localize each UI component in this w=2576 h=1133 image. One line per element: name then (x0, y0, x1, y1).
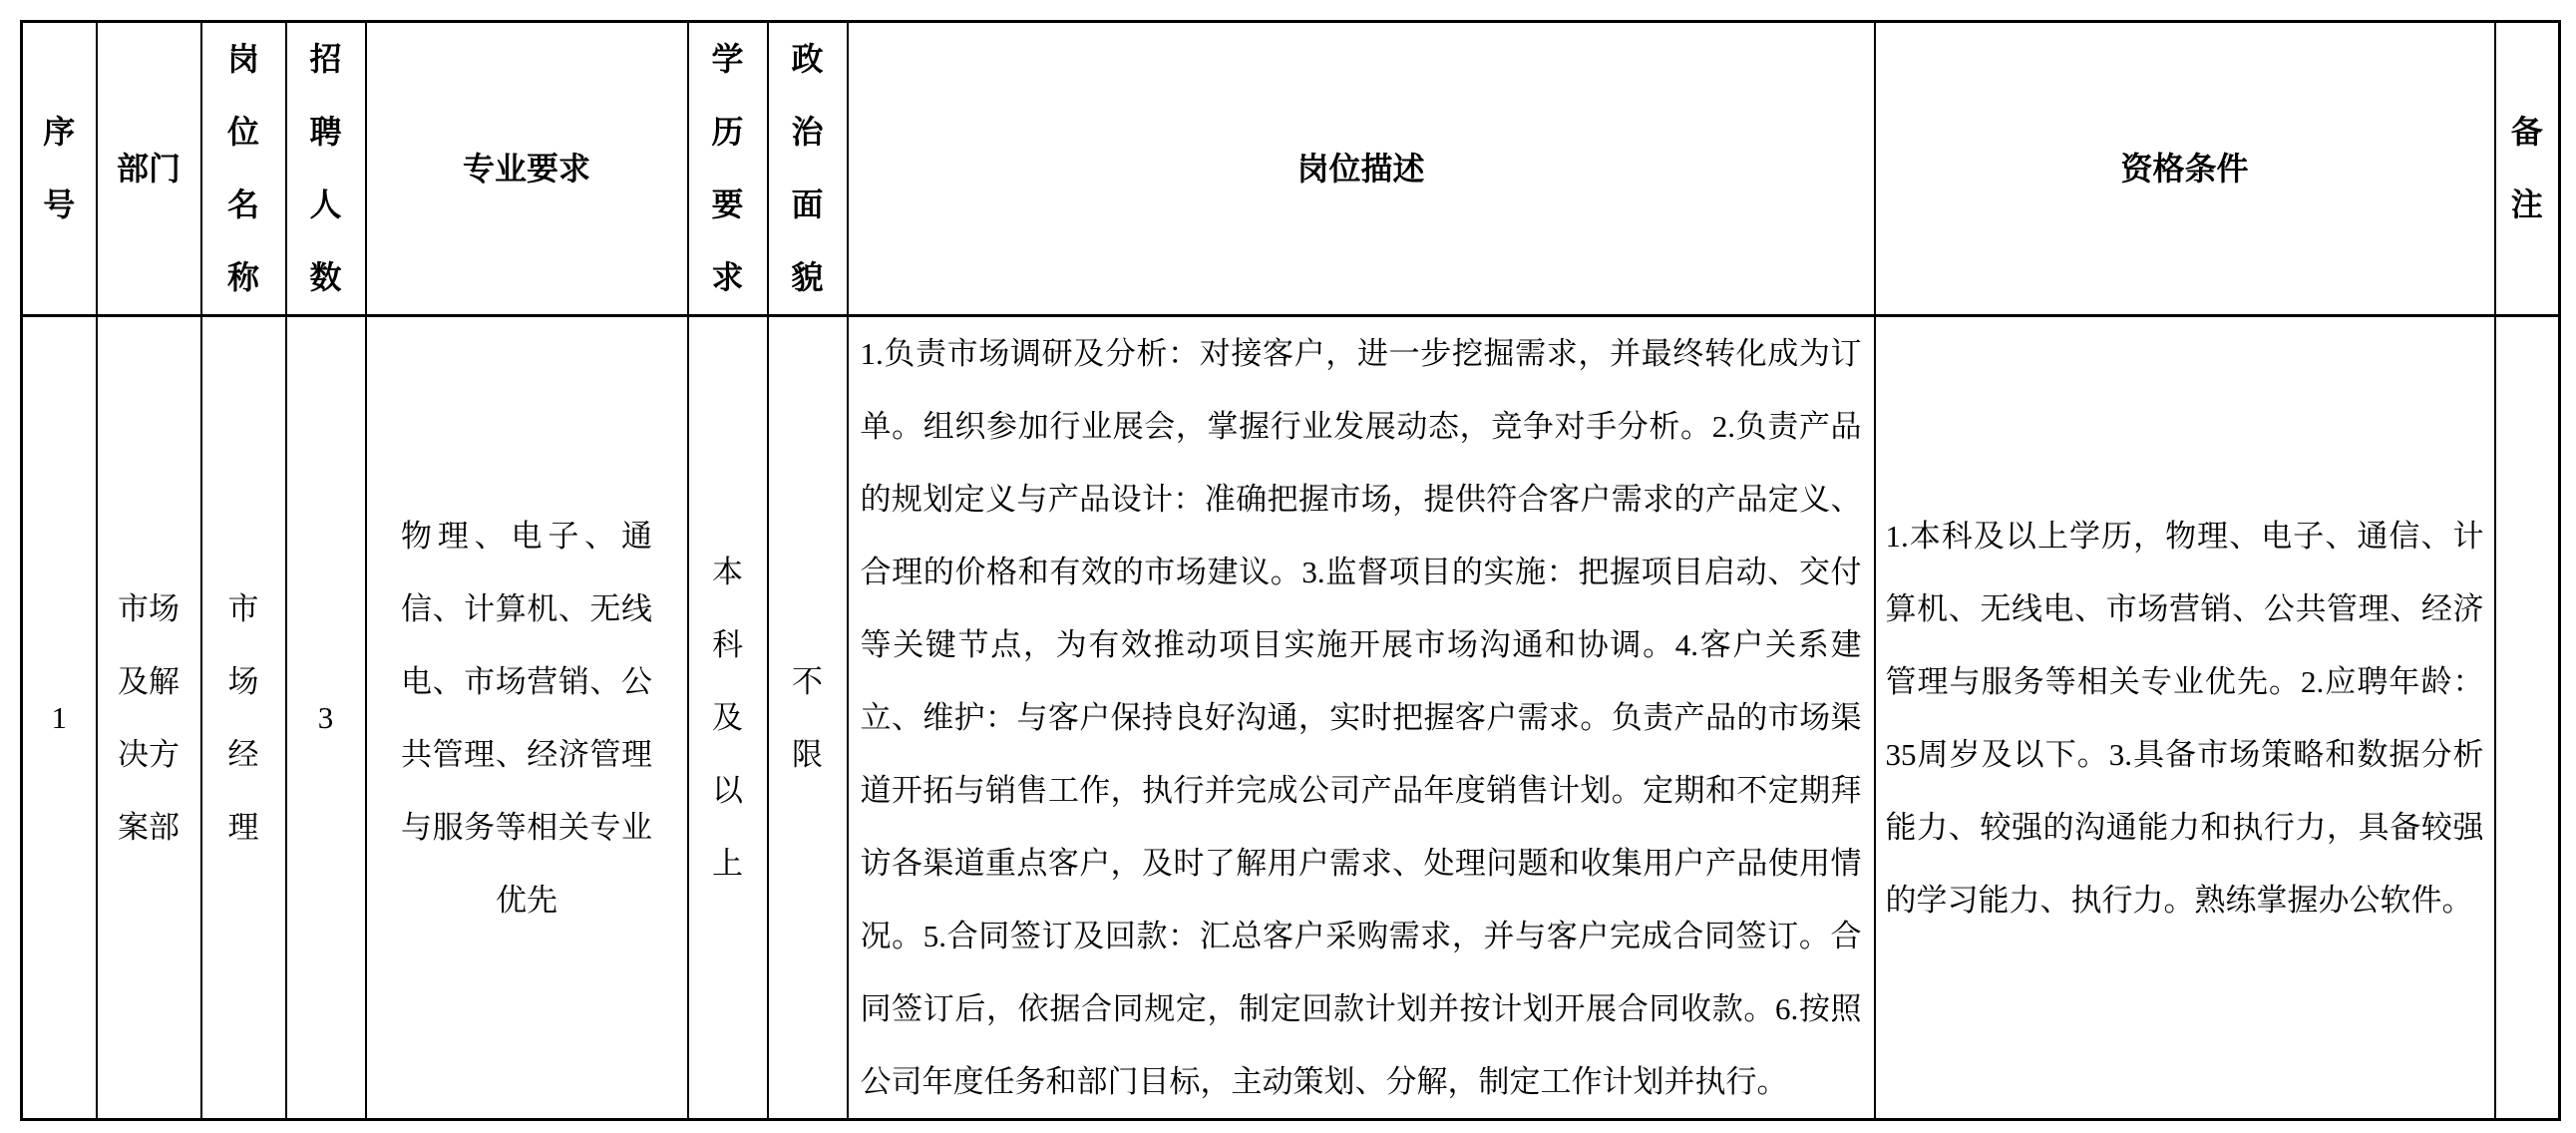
header-major-requirement-label: 专业要求 (462, 150, 590, 187)
header-serial-number (22, 22, 97, 316)
header-job-description (848, 22, 1875, 316)
header-row (22, 22, 2560, 316)
header-job-description-label: 岗位描述 (1296, 150, 1425, 187)
cell-headcount: 3 (286, 316, 366, 1120)
table-row (22, 316, 2560, 1120)
header-position-name-label: 岗位名称 (226, 41, 259, 295)
cell-education-requirement-text: 本科及以上 (712, 555, 743, 881)
header-headcount (286, 22, 366, 316)
cell-department-text: 市场及解决方案部 (118, 590, 180, 845)
cell-education-requirement (688, 316, 768, 1120)
header-position-name (201, 22, 286, 316)
cell-political-status-text: 不限 (792, 663, 823, 772)
header-political-status-label: 政治面貌 (791, 41, 824, 295)
header-remark-label: 备注 (2510, 114, 2543, 222)
cell-serial-number: 1 (22, 316, 97, 1120)
header-headcount-label: 招聘人数 (309, 41, 342, 295)
header-serial-number-label: 序号 (43, 114, 76, 222)
recruitment-table (20, 20, 2561, 1121)
header-education-requirement-label: 学历要求 (711, 41, 744, 295)
cell-major-requirement (366, 316, 688, 1120)
cell-remark (2495, 316, 2560, 1120)
header-department (97, 22, 201, 316)
cell-position-name (201, 316, 286, 1120)
cell-job-description: 1.负责市场调研及分析：对接客户，进一步挖掘需求，并最终转化成为订单。组织参加行业展会，掌握行业发展动态，竞争对手分析。2.负责产品的规划定义与产品设计：准确把握市场，提供符合客户需求的产品定义、合理的价格和有效的市场建议。3.监督项目的实施：把握项目启动、交付等关键节点，为有效推动项目实施开展市场沟通和协调。4.客户关系建立、维护：与客户保持良好沟通，实时把握客户需求。负责产品的市场渠道开拓与销售工作，执行并完成公司产品年度销售计划。定期和不定期拜访各渠道重点客户，及时了解用户需求、处理问题和收集用户产品使用情况。5.合同签订及回款：汇总客户采购需求，并与客户完成合同签订。合同签订后，依据合同规定，制定回款计划并按计划开展合同收款。6.按照公司年度任务和部门目标，主动策划、分解，制定工作计划并执行。 (848, 316, 1875, 1120)
cell-major-requirement-text: 物理、电子、通信、计算机、无线电、市场营销、公共管理、经济管理与服务等相关专业优先 (401, 518, 652, 918)
cell-qualification: 1.本科及以上学历，物理、电子、通信、计算机、无线电、市场营销、公共管理、经济管理与服务等相关专业优先。2.应聘年龄：35周岁及以下。3.具备市场策略和数据分析能力、较强的沟通能力和执行力，具备较强的学习能力、执行力。熟练掌握办公软件。 (1875, 316, 2495, 1120)
cell-department (97, 316, 201, 1120)
cell-political-status (768, 316, 848, 1120)
header-qualification (1875, 22, 2495, 316)
document-page (20, 20, 2561, 1121)
cell-position-name-text: 市场经理 (227, 590, 259, 845)
header-education-requirement (688, 22, 768, 316)
header-political-status (768, 22, 848, 316)
header-major-requirement (366, 22, 688, 316)
header-department-label: 部门 (116, 150, 181, 187)
header-remark (2495, 22, 2560, 316)
header-qualification-label: 资格条件 (2120, 150, 2249, 187)
